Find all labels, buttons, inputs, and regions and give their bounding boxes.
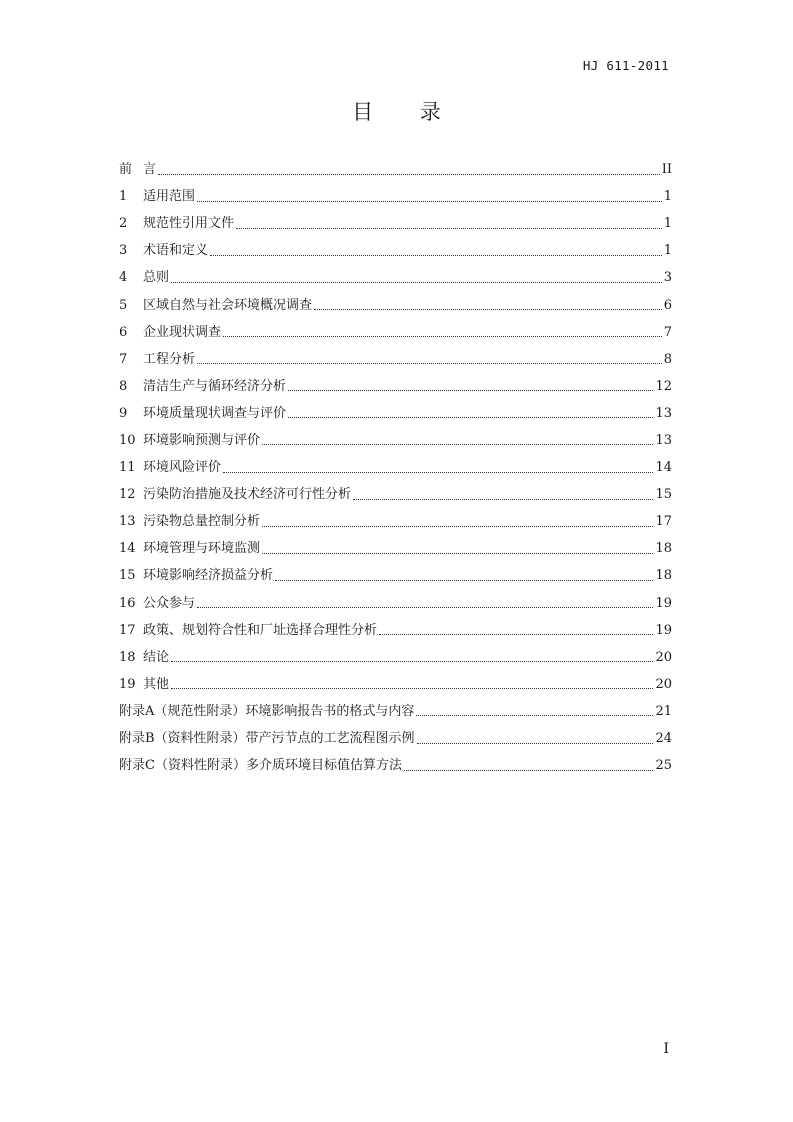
- toc-entry-title: 区域自然与社会环境概况调查: [143, 297, 313, 313]
- toc-entry[interactable]: [119, 319, 672, 346]
- toc-entry-title: 环境管理与环境监测: [143, 541, 261, 557]
- toc-entry-number: 6: [119, 324, 128, 340]
- toc-entry-page: 13: [655, 405, 672, 421]
- toc-entry-page: 18: [655, 568, 672, 584]
- toc-entry-page: 19: [655, 595, 672, 611]
- toc-entry-number: 12: [119, 487, 136, 503]
- toc-entry-title: 规范性引用文件: [143, 216, 235, 232]
- toc-entry[interactable]: [119, 671, 672, 698]
- toc-entry-page: 6: [663, 297, 672, 313]
- toc-dot-leader: [171, 660, 653, 662]
- toc-entry-page: 3: [663, 270, 672, 286]
- toc-entry-number: 1: [119, 189, 128, 205]
- toc-dot-leader: [288, 389, 653, 391]
- toc-entry-title: 附录A（规范性附录）环境影响报告书的格式与内容: [119, 703, 415, 719]
- toc-entry-page: II: [661, 162, 672, 178]
- toc-entry-title: 企业现状调查: [143, 324, 222, 340]
- toc-entry-page: 1: [663, 243, 672, 259]
- toc-dot-leader: [236, 227, 662, 229]
- toc-entry[interactable]: [119, 237, 672, 264]
- toc-entry[interactable]: [119, 264, 672, 291]
- toc-entry-number: 16: [119, 595, 136, 611]
- toc-entry-number: 18: [119, 649, 136, 665]
- toc-entry[interactable]: [119, 400, 672, 427]
- toc-dot-leader: [197, 606, 653, 608]
- toc-dot-leader: [171, 687, 653, 689]
- toc-dot-leader: [158, 173, 660, 175]
- toc-entry[interactable]: [119, 562, 672, 589]
- toc-entry-number: 19: [119, 676, 136, 692]
- toc-dot-leader: [314, 308, 662, 310]
- toc-entry-number: 17: [119, 622, 136, 638]
- toc-entry-page: 20: [655, 676, 672, 692]
- toc-entry[interactable]: [119, 454, 672, 481]
- toc-dot-leader: [262, 525, 653, 527]
- toc-entry-number: 14: [119, 541, 136, 557]
- page-number: I: [663, 1041, 669, 1057]
- toc-dot-leader: [353, 498, 653, 500]
- toc-dot-leader: [197, 200, 662, 202]
- toc-entry[interactable]: [119, 427, 672, 454]
- toc-entry-number: 10: [119, 432, 136, 448]
- toc-entry-number: 11: [119, 460, 136, 476]
- toc-entry-title: 污染物总量控制分析: [143, 514, 261, 530]
- toc-entry-title: 总则: [143, 270, 170, 286]
- toc-entry[interactable]: [119, 156, 672, 183]
- toc-dot-leader: [210, 254, 662, 256]
- page-title: 目 录: [352, 100, 461, 124]
- toc-dot-leader: [223, 471, 653, 473]
- toc-entry[interactable]: [119, 183, 672, 210]
- toc-entry-number: 7: [119, 351, 128, 367]
- toc-entry-title: 环境影响预测与评价: [143, 432, 261, 448]
- toc-entry-page: 19: [655, 622, 672, 638]
- toc-entry[interactable]: [119, 535, 672, 562]
- toc-dot-leader: [416, 714, 653, 716]
- toc-entry-title: 言: [143, 162, 157, 178]
- toc-entry-page: 17: [655, 514, 672, 530]
- toc-entry-title: 其他: [143, 676, 170, 692]
- toc-entry-number: 5: [119, 297, 128, 313]
- toc-entry[interactable]: [119, 346, 672, 373]
- toc-entry-page: 12: [655, 378, 672, 394]
- toc-entry-page: 13: [655, 432, 672, 448]
- toc-entry-page: 24: [655, 731, 672, 747]
- toc-entry[interactable]: [119, 698, 672, 725]
- toc-entry[interactable]: [119, 644, 672, 671]
- toc-entry-title: 术语和定义: [143, 243, 209, 259]
- toc-dot-leader: [275, 579, 653, 581]
- toc-dot-leader: [262, 443, 653, 445]
- toc-entry-title: 工程分析: [143, 351, 196, 367]
- toc-entry-page: 14: [655, 460, 672, 476]
- toc-entry-page: 15: [655, 487, 672, 503]
- toc-entry-page: 21: [655, 703, 672, 719]
- toc-entry-title: 附录C（资料性附录）多介质环境目标值估算方法: [119, 758, 402, 774]
- toc-entry-title: 污染防治措施及技术经济可行性分析: [143, 487, 352, 503]
- toc-entry-page: 25: [655, 758, 672, 774]
- toc-entry[interactable]: [119, 725, 672, 752]
- toc-entry-title: 清洁生产与循环经济分析: [143, 378, 287, 394]
- toc-entry-number: 9: [119, 405, 128, 421]
- toc-entry-number: 15: [119, 568, 136, 584]
- toc-entry-title: 适用范围: [143, 189, 196, 205]
- toc-dot-leader: [417, 742, 654, 744]
- toc-entry-title: 环境质量现状调查与评价: [143, 405, 287, 421]
- toc-entry-number: 8: [119, 378, 128, 394]
- toc-entry[interactable]: [119, 481, 672, 508]
- document-code: HJ 611-2011: [582, 58, 669, 73]
- toc-entry-number: 前: [119, 162, 133, 178]
- toc-entry-title: 环境风险评价: [143, 460, 222, 476]
- toc-entry[interactable]: [119, 508, 672, 535]
- toc-entry[interactable]: [119, 590, 672, 617]
- toc-entry-number: 2: [119, 216, 128, 232]
- toc-dot-leader: [288, 416, 653, 418]
- toc-entry[interactable]: [119, 752, 672, 779]
- toc-entry-title: 公众参与: [143, 595, 196, 611]
- toc-entry-title: 政策、规划符合性和厂址选择合理性分析: [143, 622, 378, 638]
- toc-entry-page: 1: [663, 216, 672, 232]
- toc-entry[interactable]: [119, 291, 672, 318]
- toc-entry[interactable]: [119, 210, 672, 237]
- toc-entry-page: 18: [655, 541, 672, 557]
- toc-dot-leader: [379, 633, 653, 635]
- toc-dot-leader: [262, 552, 653, 554]
- toc-dot-leader: [197, 362, 662, 364]
- toc-entry[interactable]: [119, 373, 672, 400]
- toc-dot-leader: [171, 281, 662, 283]
- toc-entry-title: 结论: [143, 649, 170, 665]
- toc-entry-title: 环境影响经济损益分析: [143, 568, 274, 584]
- toc-entry-page: 7: [663, 324, 672, 340]
- toc-dot-leader: [223, 335, 662, 337]
- toc-entry-number: 13: [119, 514, 136, 530]
- toc-entry-page: 1: [663, 189, 672, 205]
- toc-dot-leader: [404, 769, 654, 771]
- toc-entry-number: 3: [119, 243, 128, 259]
- toc-entry-page: 8: [663, 351, 672, 367]
- toc-entry-number: 4: [119, 270, 128, 286]
- toc-entry[interactable]: [119, 617, 672, 644]
- toc-entry-page: 20: [655, 649, 672, 665]
- table-of-contents: [119, 156, 672, 779]
- toc-entry-title: 附录B（资料性附录）带产污节点的工艺流程图示例: [119, 731, 415, 747]
